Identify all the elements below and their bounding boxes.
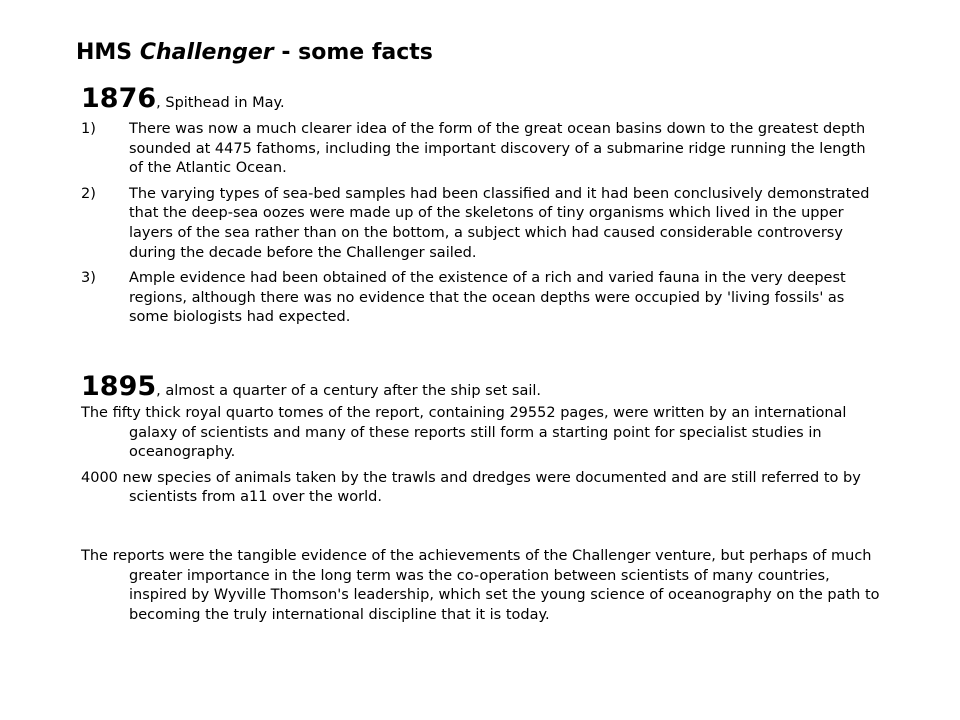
list-text: The varying types of sea-bed samples had been classified and it had been conclusively demonstrated that the deep-sea oozes were made up of the skeletons of tiny organisms which lived in the upper layers of the sea rather than on the bottom, a subject which had caused considerable controversy during the decade before the Challenger sailed. xyxy=(129,185,870,261)
slide-title xyxy=(76,38,433,68)
list-text: Ample evidence had been obtained of the existence of a rich and varied fauna in the very deepest regions, although there was no evidence that the ocean depths were occupied by 'living fossils' as some biologists had expected. xyxy=(129,270,846,326)
title-prefix: HMS xyxy=(76,40,140,65)
caption-1895: , almost a quarter of a century after the ship set sail. xyxy=(156,382,542,399)
spacer xyxy=(81,514,881,547)
caption-1876: , Spithead in May. xyxy=(156,95,285,111)
title-suffix: - some facts xyxy=(273,40,433,65)
list-item xyxy=(81,269,881,328)
list-number: 2) xyxy=(81,185,96,202)
list-number: 1) xyxy=(81,121,96,137)
list-text: There was now a much clearer idea of the form of the great ocean basins down to the greatest depth sounded at 4475 fathoms, including the important discovery of a submarine ridge running the length of the Atlantic Ocean. xyxy=(129,121,866,177)
year-1876: 1876 xyxy=(81,83,157,114)
paragraph-new-species: 4000 new species of animals taken by the trawls and dredges were documented and are still referred to by scientists from a11 over the world. xyxy=(81,469,861,506)
spacer xyxy=(81,334,881,370)
year-1895: 1895 xyxy=(81,370,157,402)
heading-1895 xyxy=(81,370,881,404)
paragraph-closing: The reports were the tangible evidence of the achievements of the Challenger venture, but perhaps of much greater importance in the long term was the co-operation between scientists of many countries, inspired by Wyville Thomson's leadership, which set the young science of oceanography on the path to becoming the truly international discipline that it is today. xyxy=(81,547,880,623)
slide-body xyxy=(81,82,881,631)
title-ship-name: Challenger xyxy=(139,40,274,65)
list-item xyxy=(81,120,881,179)
list-number: 3) xyxy=(81,270,96,287)
heading-1876 xyxy=(81,82,881,116)
list-item xyxy=(81,185,881,263)
paragraph-report-tomes: The fifty thick royal quarto tomes of the report, containing 29552 pages, were written by an international galaxy of scientists and many of these reports still form a starting point for specialist studies in oceanography. xyxy=(81,404,847,461)
facts-1876-list xyxy=(81,120,881,328)
